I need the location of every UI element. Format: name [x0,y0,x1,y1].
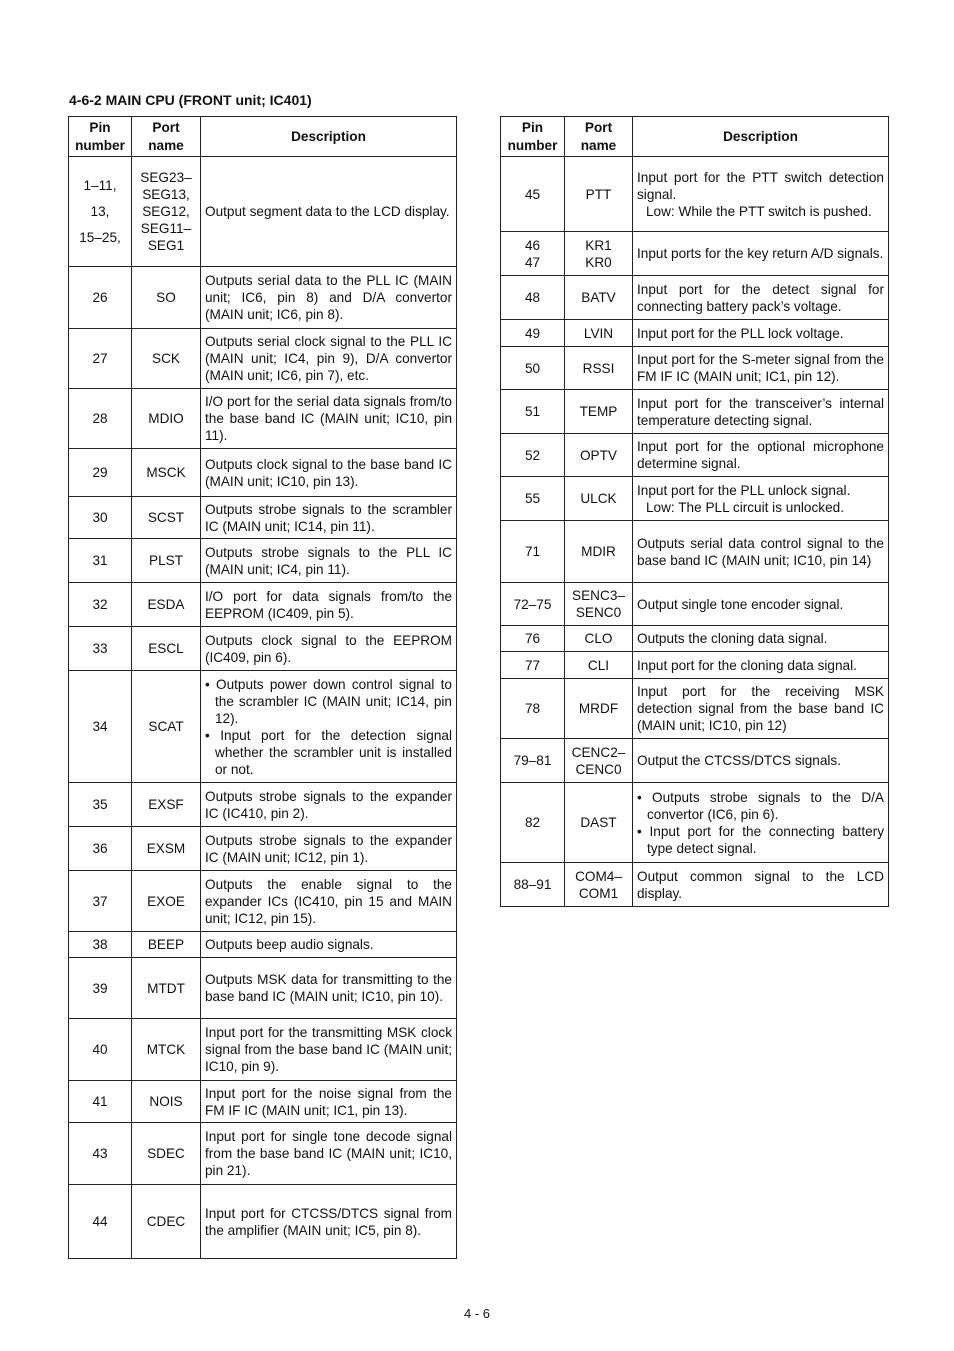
pin-number: 30 [92,510,108,525]
description-text: Input port for CTCSS/DTCS signal from the amplifier (MAIN unit; IC5, pin 8). [205,1205,452,1238]
port-name: ULCK [580,491,617,506]
description-cell [201,1123,457,1185]
description-cell [201,1019,457,1081]
pin-number: 31 [92,553,108,568]
port-name-cell [132,157,201,267]
port-name: ESCL [148,641,184,656]
description-text: Outputs clock signal to the base band IC (MAIN unit; IC10, pin 13). [205,456,452,489]
port-name: COM4– [575,868,622,884]
table-row [69,539,457,583]
port-name: SENC3– [572,588,625,603]
port-name: CENC2– [571,744,626,760]
description-cell [201,871,457,932]
pin-number: 45 [524,186,541,202]
pin-number: 82 [524,815,541,830]
description-bullet [637,789,884,823]
description-text: Input port for the noise signal from the FM IF IC (MAIN unit; IC1, pin 13). [205,1085,452,1118]
description-cell [201,539,457,583]
description-cell [633,276,889,320]
bullet-icon: • [637,789,653,805]
pin-number-cell [501,739,565,783]
pin-number: 46 [524,237,541,253]
pin-number-cell [501,232,565,276]
description-cell [201,583,457,627]
description-cell [633,521,889,583]
port-name: MDIO [148,411,184,426]
table-row [69,329,457,389]
port-name-cell [132,1081,201,1123]
description-bullet [205,727,452,778]
pin-number-cell [69,1185,132,1259]
description-text: Input port for single tone decode signal from the base band IC (MAIN unit; IC10, pin 21). [205,1129,452,1178]
pin-number-cell [69,583,132,627]
port-name: CDEC [146,1214,186,1229]
port-name: CENC0 [575,761,622,777]
port-name-cell [565,157,633,232]
description-text: Outputs MSK data for transmitting to the base band IC (MAIN unit; IC10, pin 10). [205,972,452,1004]
table-header-row [501,117,889,157]
table-row [501,276,889,320]
pin-number: 78 [524,701,541,716]
description-cell [201,827,457,871]
pin-number-cell [69,539,132,583]
pin-number: 34 [92,719,108,734]
description-subnote: Low: While the PTT switch is pushed. [646,203,872,219]
table-row [69,497,457,539]
pin-number: 32 [92,597,108,612]
pin-number-cell [69,157,132,267]
pin-number-cell [69,497,132,539]
port-name: DAST [580,815,617,830]
table-row [69,449,457,497]
pin-number: 79–81 [513,753,552,768]
description-text: Input port for the transmitting MSK clock signal from the base band IC (MAIN unit; IC10, pin 9). [205,1025,452,1074]
pin-number-cell [69,329,132,389]
port-name: EXOE [147,893,185,909]
bullet-text: Input port for the connecting battery type detect signal. [647,823,884,856]
description-text: Outputs beep audio signals. [205,937,374,952]
pin-number: 40 [92,1042,108,1057]
description-cell [633,434,889,477]
pin-number: 48 [524,290,541,305]
pin-number: 88–91 [513,877,552,892]
port-name: NOIS [149,1094,183,1109]
table-row [501,521,889,583]
pin-number-cell [501,783,565,863]
description-text: Outputs the cloning data signal. [637,631,828,646]
table-row [501,626,889,652]
description-text: Outputs strobe signals to the expander IC (IC410, pin 2). [205,788,452,821]
port-name-cell [132,958,201,1019]
page-number: 4 - 6 [463,1306,490,1321]
description-subnote: Low: The PLL circuit is unlocked. [646,499,844,515]
port-name: PLST [149,553,183,568]
pin-number: 77 [524,657,541,673]
description-cell [633,863,889,907]
pin-number-cell [501,390,565,434]
description-text: Input port for the PLL unlock signal. [637,482,851,498]
pin-number-cell [69,827,132,871]
table-row [69,627,457,671]
bullet-text: Outputs strobe signals to the D/A convertor (IC6, pin 6). [647,789,884,822]
pin-number-cell [69,449,132,497]
description-text: Input port for the optional microphone determine signal. [637,439,884,471]
port-name-cell [565,276,633,320]
description-cell [201,958,457,1019]
port-name: SCAT [148,719,184,734]
description-cell [201,1185,457,1259]
description-text: Input port for the S-meter signal from the FM IF IC (MAIN unit; IC1, pin 12). [637,352,884,384]
table-row [69,932,457,958]
description-text: Outputs strobe signals to the scrambler IC (MAIN unit; IC14, pin 11). [205,501,452,534]
port-name-cell [132,1185,201,1259]
port-name-cell [132,539,201,583]
port-name-cell [565,521,633,583]
port-name: EXSM [146,841,186,856]
port-name-cell [565,739,633,783]
port-name-cell [132,267,201,329]
pin-number: 50 [524,360,541,376]
port-name: BATV [581,290,616,305]
description-cell [633,679,889,739]
description-cell [201,671,457,783]
port-name-cell [132,497,201,539]
port-name-cell [132,783,201,827]
table-row [501,434,889,477]
description-text: Output single tone encoder signal. [637,596,844,612]
pin-number-cell [69,1019,132,1081]
table-row [501,390,889,434]
port-name: SCK [152,351,180,366]
pin-number: 36 [92,841,108,856]
port-name-cell [132,1123,201,1185]
table-row [69,157,457,267]
port-name-cell [565,232,633,276]
pin-table-right [500,116,889,907]
bullet-icon: • [205,727,221,743]
pin-number: 47 [524,254,541,270]
port-name: TEMP [579,404,618,419]
header-pin-number: Pin number [69,117,132,157]
port-name: BEEP [147,937,185,952]
table-row [69,583,457,627]
pin-number: 49 [524,325,541,341]
pin-number-cell [501,863,565,907]
table-row [501,652,889,679]
section-title: 4-6-2 MAIN CPU (FRONT unit; IC401) [69,92,312,108]
pin-number: 52 [524,447,541,463]
port-name: SCST [147,510,185,525]
table-row [69,671,457,783]
port-name-cell [132,932,201,958]
description-text: Input ports for the key return A/D signals. [637,246,884,261]
description-cell [633,783,889,863]
description-cell [201,157,457,267]
port-name: OPTV [579,447,617,463]
pin-number-cell [501,477,565,521]
description-text: Outputs the enable signal to the expander ICs (IC410, pin 15 and MAIN unit; IC12, pin 15). [205,876,452,926]
pin-number: 44 [92,1214,108,1229]
port-name-cell [132,627,201,671]
pin-number-cell [69,783,132,827]
header-description: Description [201,117,457,157]
port-name: MDIR [581,544,616,559]
description-cell [201,932,457,958]
description-cell [201,783,457,827]
description-cell [633,626,889,652]
description-text: Input port for the receiving MSK detection signal from the base band IC (MAIN unit; IC10, pin 12) [637,684,884,733]
port-name: SO [156,290,176,305]
pin-table-left [68,116,457,1259]
description-cell [201,329,457,389]
port-name: CLO [584,631,613,646]
header-port-name: Port name [565,117,633,157]
bullet-icon: • [205,676,216,692]
pin-number: 28 [92,411,108,426]
port-name-cell [132,871,201,932]
pin-number: 43 [92,1146,108,1161]
pin-number-cell [69,958,132,1019]
description-text: Outputs serial data control signal to the base band IC (MAIN unit; IC10, pin 14) [637,535,884,568]
table-row [501,232,889,276]
port-name-cell [565,434,633,477]
description-text: Output common signal to the LCD display. [637,868,884,901]
table-row [501,320,889,347]
pin-number-cell [501,434,565,477]
port-name-cell [565,390,633,434]
pin-number: 51 [524,404,541,419]
description-text: Output the CTCSS/DTCS signals. [637,753,841,768]
header-pin-number: Pin number [501,117,565,157]
pin-number: 72–75 [513,596,552,612]
description-cell [201,267,457,329]
pin-number-cell [69,267,132,329]
pin-number: 15–25, [79,230,121,245]
pin-number-cell [69,1081,132,1123]
table-row [501,783,889,863]
description-cell [633,320,889,347]
table-row [501,477,889,521]
port-name-cell [565,320,633,347]
description-text: Outputs strobe signals to the PLL IC (MAIN unit; IC4, pin 11). [205,544,452,577]
table-row [501,863,889,907]
table-row [501,739,889,783]
port-name-cell [132,449,201,497]
port-name-cell [132,389,201,449]
port-name-cell [565,783,633,863]
description-cell [201,449,457,497]
pin-number: 38 [92,937,108,952]
bullet-icon: • [637,823,650,839]
pin-number: 27 [92,351,108,366]
description-text: I/O port for data signals from/to the EEPROM (IC409, pin 5). [205,588,452,621]
port-name: MSCK [146,465,186,480]
description-bullet [205,676,452,727]
port-name: KR1 [585,237,612,253]
description-cell [633,157,889,232]
port-name-cell [565,652,633,679]
table-row [69,1019,457,1081]
port-name: RSSI [582,360,615,376]
port-name: ESDA [147,597,185,612]
description-cell [633,232,889,276]
pin-number-cell [501,276,565,320]
table-row [501,583,889,626]
description-text: Input port for the PLL lock voltage. [637,325,844,341]
port-name: PTT [585,186,612,202]
description-cell [633,347,889,390]
table-row [69,1123,457,1185]
port-name-cell [132,671,201,783]
pin-number: 39 [92,980,108,996]
port-name: SEG12, [142,204,190,219]
table-row [69,871,457,932]
pin-number: 35 [92,797,108,812]
pin-number: 71 [524,544,541,559]
description-cell [201,389,457,449]
port-name: MRDF [578,701,619,716]
description-text: Outputs serial data to the PLL IC (MAIN unit; IC6, pin 8) and D/A convertor (MAIN unit; IC6, pin 8). [205,273,452,322]
pin-number-cell [501,679,565,739]
description-text: Outputs serial clock signal to the PLL IC (MAIN unit; IC4, pin 9), D/A convertor (MAIN unit; IC6, pin 7), etc. [205,334,452,383]
pin-number-cell [501,652,565,679]
table-row [69,1185,457,1259]
port-name-cell [132,583,201,627]
pin-number-cell [501,157,565,232]
pin-number-cell [69,1123,132,1185]
pin-number-cell [501,583,565,626]
port-name-cell [565,477,633,521]
table-row [69,783,457,827]
header-port-name: Port name [132,117,201,157]
pin-number: 13, [90,204,110,219]
description-text: Input port for the PTT switch detection signal. [637,169,884,202]
port-name: CLI [587,657,610,673]
port-name-cell [132,329,201,389]
pin-number-cell [69,671,132,783]
pin-number: 1–11, [83,178,117,193]
description-cell [633,739,889,783]
table-row [69,389,457,449]
port-name: SEG11–SEG1 [140,221,192,253]
pin-number-cell [69,627,132,671]
port-name-cell [565,347,633,390]
description-cell [201,497,457,539]
port-name: SENC0 [575,605,622,620]
port-name: COM1 [578,885,619,901]
port-name: MTDT [147,980,185,996]
port-name-cell [565,679,633,739]
bullet-text: Input port for the detection signal whether the scrambler unit is installed or not. [215,727,452,777]
pin-number: 29 [92,465,108,480]
port-name-cell [132,827,201,871]
port-name-cell [565,626,633,652]
table-row [501,679,889,739]
description-cell [633,477,889,521]
table-row [69,1081,457,1123]
port-name-cell [565,863,633,907]
description-text: Outputs clock signal to the EEPROM (IC409, pin 6). [205,632,452,665]
description-cell [633,390,889,434]
port-name: KR0 [585,254,612,270]
pin-number-cell [501,320,565,347]
description-text: Input port for the transceiver’s internal temperature detecting signal. [637,395,884,428]
pin-number-cell [501,347,565,390]
port-name: SEG23–SEG13, [140,170,192,202]
bullet-text: Outputs power down control signal to the scrambler IC (MAIN unit; IC14, pin 12). [215,676,452,726]
table-row [69,958,457,1019]
pin-number: 37 [92,893,108,909]
pin-number-cell [501,626,565,652]
description-cell [633,583,889,626]
pin-number-cell [501,521,565,583]
port-name: SDEC [147,1146,185,1161]
description-text: Input port for the cloning data signal. [637,657,857,673]
description-cell [201,627,457,671]
table-header-row [69,117,457,157]
table-row [501,157,889,232]
pin-number: 76 [524,631,541,646]
pin-number-cell [69,871,132,932]
port-name-cell [565,583,633,626]
pin-number-cell [69,389,132,449]
table-row [69,827,457,871]
pin-number-cell [69,932,132,958]
port-name: LVIN [583,325,614,341]
port-name: MTCK [146,1042,186,1057]
table-row [501,347,889,390]
description-bullet [637,823,884,857]
port-name-cell [132,1019,201,1081]
description-text: Outputs strobe signals to the expander IC (MAIN unit; IC12, pin 1). [205,832,452,865]
description-text: I/O port for the serial data signals from/to the base band IC (MAIN unit; IC10, pin 11). [205,394,452,443]
header-description: Description [633,117,889,157]
description-cell [201,1081,457,1123]
port-name: EXSF [148,797,184,812]
pin-number: 55 [524,491,541,506]
table-row [69,267,457,329]
pin-number: 26 [92,290,108,305]
pin-number: 41 [92,1094,108,1109]
description-text: Input port for the detect signal for connecting battery pack’s voltage. [637,281,884,314]
pin-number: 33 [92,641,108,656]
description-text: Output segment data to the LCD display. [205,204,450,219]
description-cell [633,652,889,679]
